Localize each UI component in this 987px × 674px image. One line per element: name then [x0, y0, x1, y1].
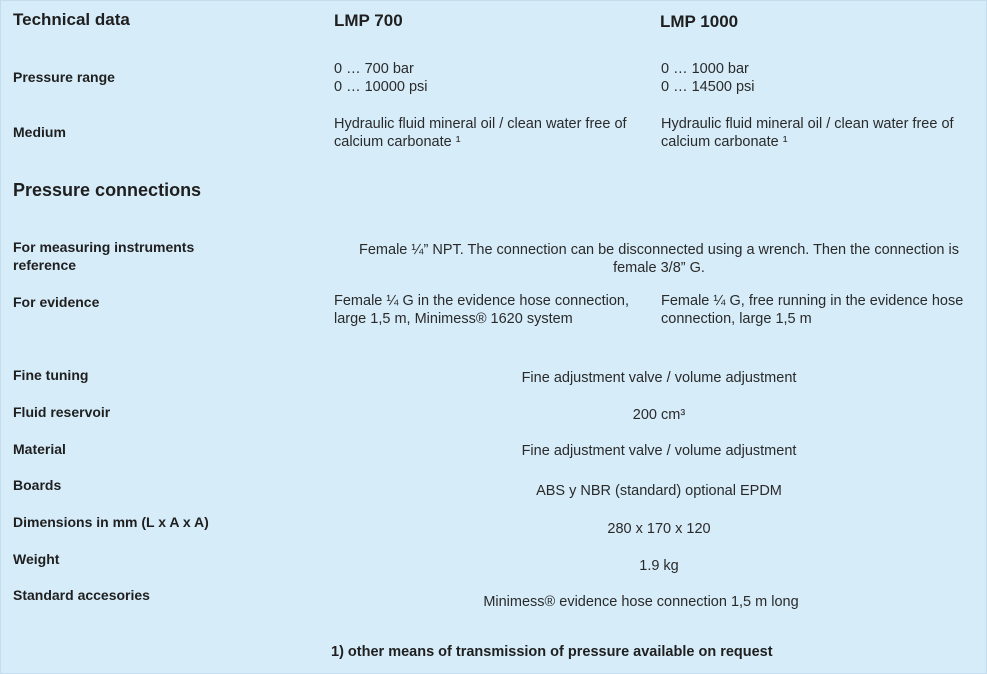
measuring-instruments-label — [13, 238, 194, 274]
boards-label: Boards — [13, 477, 62, 493]
fine-tuning-value: Fine adjustment valve / volume adjustment — [521, 370, 797, 386]
model-lmp700-header: LMP 700 — [334, 11, 403, 30]
pressure-range-lmp700-bar: 0 … 700 bar — [334, 61, 414, 77]
material-label: Material — [13, 441, 66, 457]
boards-value: ABS y NBR (standard) optional EPDM — [536, 483, 782, 499]
measuring-instruments-value-line2: female 3/8” G. — [613, 260, 705, 276]
dimensions-label: Dimensions in mm (L x A x A) — [13, 514, 209, 530]
medium-lmp700-line1: Hydraulic fluid mineral oil / clean water free of — [334, 116, 627, 132]
standard-accessories-value: Minimess® evidence hose connection 1,5 m long — [483, 594, 799, 610]
medium-lmp1000 — [661, 115, 954, 151]
medium-label: Medium — [13, 124, 66, 140]
evidence-lmp700 — [334, 292, 629, 328]
pressure-range-lmp1000-bar: 0 … 1000 bar — [661, 61, 749, 77]
fine-tuning-label: Fine tuning — [13, 367, 89, 383]
medium-lmp1000-line1: Hydraulic fluid mineral oil / clean water free of — [661, 116, 954, 132]
dimensions-value: 280 x 170 x 120 — [607, 521, 711, 537]
pressure-range-label: Pressure range — [13, 69, 115, 85]
measuring-instruments-label-line2: reference — [13, 257, 77, 273]
pressure-range-lmp1000 — [661, 60, 755, 96]
evidence-lmp700-line1: Female ¼ G in the evidence hose connection, — [334, 293, 630, 309]
weight-label: Weight — [13, 551, 60, 567]
material-value: Fine adjustment valve / volume adjustment — [521, 443, 797, 459]
evidence-lmp1000-line1: Female ¼ G, free running in the evidence hose — [661, 293, 964, 309]
measuring-instruments-label-line1: For measuring instruments — [13, 239, 195, 255]
pressure-range-lmp1000-psi: 0 … 14500 psi — [661, 79, 755, 95]
footnote: 1) other means of transmission of pressure available on request — [331, 644, 773, 660]
pressure-range-lmp700-psi: 0 … 10000 psi — [334, 79, 428, 95]
evidence-label: For evidence — [13, 294, 100, 310]
fluid-reservoir-value: 200 cm³ — [632, 407, 686, 423]
measuring-instruments-value-line1: Female ¼” NPT. The connection can be disconnected using a wrench. Then the connection is — [359, 242, 959, 258]
pressure-range-lmp700 — [334, 60, 428, 96]
medium-lmp700-line2: calcium carbonate ¹ — [334, 134, 461, 150]
evidence-lmp1000-line2: connection, large 1,5 m — [661, 311, 812, 327]
standard-accessories-label: Standard accesories — [13, 587, 150, 603]
evidence-lmp700-line2: large 1,5 m, Minimess® 1620 system — [334, 311, 573, 327]
evidence-lmp1000 — [661, 292, 963, 328]
weight-value: 1.9 kg — [639, 558, 679, 574]
pressure-connections-heading: Pressure connections — [13, 180, 202, 200]
medium-lmp1000-line2: calcium carbonate ¹ — [661, 134, 788, 150]
model-lmp1000-header: LMP 1000 — [660, 12, 739, 31]
medium-lmp700 — [334, 115, 627, 151]
measuring-instruments-value — [331, 241, 987, 277]
table-title: Technical data — [13, 10, 130, 29]
fluid-reservoir-label: Fluid reservoir — [13, 404, 111, 420]
